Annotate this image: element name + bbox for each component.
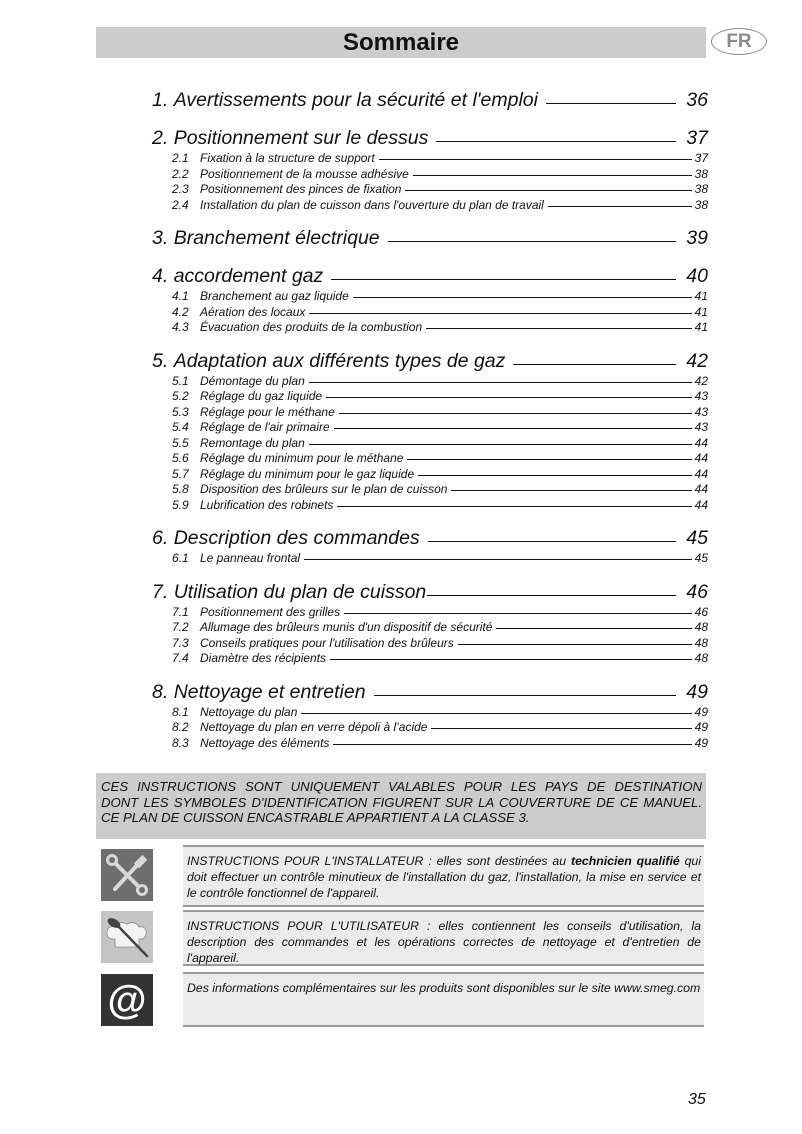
user-instructions: INSTRUCTIONS POUR L'UTILISATEUR : elles contiennent les conseils d'utilisation, la description des commandes et les opérations correctes de nettoyage et d'entretien de l'appareil. — [183, 910, 704, 966]
leader-line — [418, 475, 692, 476]
chapter-number: 1. — [152, 89, 174, 111]
toc-chapter-entry[interactable] — [152, 680, 708, 705]
section-title: Aération des locaux — [200, 304, 306, 319]
chapter-page: 39 — [686, 227, 708, 249]
section-title: Allumage des brûleurs munis d'un dispositif de sécurité — [200, 620, 493, 634]
toc-section-entry[interactable] — [152, 405, 708, 421]
section-title: Fixation à la structure de support — [200, 151, 375, 165]
section-number: 6.1 — [172, 551, 189, 565]
chapter-number: 7. — [152, 580, 174, 603]
chapter-page: 45 — [686, 527, 708, 549]
toc-section-entry[interactable] — [152, 736, 708, 752]
chef-spoon-icon — [101, 911, 153, 963]
section-page: 49 — [694, 735, 708, 750]
section-page: 37 — [694, 151, 708, 165]
chapter-page: 40 — [686, 265, 708, 287]
section-page: 42 — [694, 373, 708, 388]
notice-line: DONT LES SYMBOLES D'IDENTIFICATION FIGURENT SUR LA COUVERTURE DE CE MANUEL. — [101, 794, 702, 810]
toc-section-entry[interactable] — [152, 482, 708, 498]
leader-line — [496, 628, 692, 629]
chapter-page: 49 — [686, 680, 708, 703]
section-number: 7.4 — [172, 651, 189, 665]
page-title: Sommaire — [342, 29, 460, 56]
section-number: 7.3 — [172, 635, 189, 650]
section-page: 44 — [694, 435, 708, 450]
toc-section-entry[interactable] — [152, 720, 708, 736]
section-number: 5.9 — [172, 497, 189, 512]
toc-chapter — [152, 126, 708, 213]
notice-line: CE PLAN DE CUISSON ENCASTRABLE APPARTIENT A LA CLASSE 3. — [101, 810, 530, 825]
section-page: 45 — [694, 551, 708, 565]
toc-chapter-entry[interactable] — [152, 226, 708, 251]
chapter-title: Branchement électrique — [173, 227, 380, 249]
leader-line — [413, 175, 692, 176]
section-page: 46 — [694, 604, 708, 619]
section-title: Diamètre des récipients — [200, 651, 327, 665]
leader-line — [436, 141, 676, 142]
chapter-title: Adaptation aux différents types de gaz — [173, 349, 506, 372]
section-page: 43 — [694, 389, 708, 403]
toc-section-entry[interactable] — [152, 305, 708, 321]
leader-line — [427, 595, 676, 596]
table-of-contents — [152, 88, 708, 764]
section-title: Réglage pour le méthane — [200, 404, 335, 419]
chapter-page: 42 — [686, 349, 708, 372]
toc-section-entry[interactable] — [152, 167, 708, 183]
leader-line — [353, 297, 692, 298]
toc-section-entry[interactable] — [152, 551, 708, 567]
chapter-number: 2. — [152, 127, 174, 149]
section-title: Réglage du gaz liquide — [200, 389, 323, 403]
toc-section-entry[interactable] — [152, 374, 708, 390]
section-page: 41 — [694, 289, 708, 303]
leader-line — [431, 728, 692, 729]
toc-section-entry[interactable] — [152, 182, 708, 198]
section-number: 5.1 — [172, 373, 189, 388]
section-number: 5.7 — [172, 466, 189, 481]
leader-line — [405, 190, 692, 191]
leader-line — [339, 413, 692, 414]
chapter-page: 46 — [686, 580, 708, 603]
chapter-number: 4. — [152, 265, 174, 287]
leader-line — [428, 541, 676, 542]
leader-line — [513, 364, 676, 365]
toc-section-entry[interactable] — [152, 620, 708, 636]
section-title: Réglage du minimum pour le gaz liquide — [200, 466, 415, 481]
at-sign-icon — [101, 974, 153, 1026]
leader-line — [301, 713, 692, 714]
website-info: Des informations complémentaires sur les produits sont disponibles sur le site www.smeg.com — [183, 972, 704, 1027]
section-title: Positionnement de la mousse adhésive — [200, 166, 409, 181]
section-page: 44 — [694, 451, 708, 465]
chapter-number: 5. — [152, 349, 174, 372]
section-number: 4.1 — [172, 289, 189, 303]
section-number: 4.2 — [172, 304, 189, 319]
section-title: Démontage du plan — [200, 373, 305, 388]
toc-chapter-entry[interactable] — [152, 349, 708, 374]
section-page: 49 — [694, 704, 708, 719]
section-page: 44 — [694, 482, 708, 496]
section-title: Remontage du plan — [200, 435, 305, 450]
chapter-title: Description des commandes — [173, 527, 420, 549]
section-page: 44 — [694, 497, 708, 512]
leader-line — [548, 206, 692, 207]
leader-line — [334, 428, 692, 429]
section-number: 5.2 — [172, 389, 189, 403]
chapter-page: 36 — [686, 89, 708, 111]
leader-line — [309, 444, 692, 445]
section-number: 7.2 — [172, 620, 189, 634]
section-number: 5.3 — [172, 404, 189, 419]
section-title: Nettoyage du plan — [200, 704, 298, 719]
section-title: Le panneau frontal — [200, 551, 301, 565]
leader-line — [333, 744, 692, 745]
section-title: Réglage du minimum pour le méthane — [200, 451, 404, 465]
toc-chapter — [152, 264, 708, 336]
toc-section-entry[interactable] — [152, 705, 708, 721]
section-number: 8.2 — [172, 720, 189, 734]
section-page: 48 — [694, 635, 708, 650]
section-page: 44 — [694, 466, 708, 481]
section-number: 5.8 — [172, 482, 189, 496]
chapter-title: accordement gaz — [173, 265, 324, 287]
toc-chapter — [152, 526, 708, 567]
section-title: Conseils pratiques pour l'utilisation des brûleurs — [200, 635, 454, 650]
toc-chapter-entry[interactable] — [152, 580, 708, 605]
section-page: 49 — [694, 720, 708, 734]
section-number: 2.1 — [172, 151, 189, 165]
section-title: Nettoyage du plan en verre dépoli à l’acide — [200, 720, 428, 734]
chapter-page: 37 — [686, 127, 708, 149]
toc-chapter-entry[interactable] — [152, 264, 708, 289]
leader-line — [331, 279, 676, 280]
toc-section-entry[interactable] — [152, 320, 708, 336]
toc-chapter-entry[interactable] — [152, 526, 708, 551]
tools-icon — [101, 849, 153, 901]
section-number: 2.2 — [172, 166, 189, 181]
chapter-title: Nettoyage et entretien — [173, 680, 366, 703]
chapter-title: Utilisation du plan de cuisson — [173, 580, 427, 603]
toc-chapter — [152, 580, 708, 667]
section-title: Lubrification des robinets — [200, 497, 334, 512]
toc-chapter — [152, 88, 708, 113]
section-title: Évacuation des produits de la combustion — [200, 320, 423, 334]
chapter-number: 8. — [152, 680, 174, 703]
section-number: 8.3 — [172, 735, 189, 750]
toc-section-entry[interactable] — [152, 151, 708, 167]
section-page: 38 — [694, 166, 708, 181]
section-page: 43 — [694, 420, 708, 434]
section-page: 43 — [694, 404, 708, 419]
leader-line — [546, 103, 676, 104]
section-number: 5.4 — [172, 420, 189, 434]
leader-line — [458, 644, 692, 645]
section-page: 48 — [694, 620, 708, 634]
leader-line — [388, 241, 676, 242]
toc-chapter-entry[interactable] — [152, 88, 708, 113]
page-number: 35 — [688, 1091, 706, 1108]
section-number: 5.6 — [172, 451, 189, 465]
toc-chapter-entry[interactable] — [152, 126, 708, 151]
leader-line — [426, 328, 692, 329]
leader-line — [330, 659, 692, 660]
section-number: 2.3 — [172, 182, 189, 196]
toc-chapter — [152, 680, 708, 752]
chapter-title: Positionnement sur le dessus — [173, 127, 429, 149]
leader-line — [451, 490, 692, 491]
section-title: Positionnement des pinces de fixation — [200, 182, 402, 196]
chapter-number: 6. — [152, 527, 174, 549]
svg-text:@: @ — [107, 978, 147, 1022]
toc-section-entry[interactable] — [152, 436, 708, 452]
toc-chapter — [152, 349, 708, 514]
leader-line — [407, 459, 692, 460]
validity-notice — [96, 773, 706, 839]
section-page: 41 — [694, 304, 708, 319]
section-page: 41 — [694, 320, 708, 334]
toc-section-entry[interactable] — [152, 467, 708, 483]
toc-section-entry[interactable] — [152, 451, 708, 467]
leader-line — [326, 397, 692, 398]
section-number: 4.3 — [172, 320, 189, 334]
toc-section-entry[interactable] — [152, 651, 708, 667]
notice-line: CES INSTRUCTIONS SONT UNIQUEMENT VALABLES POUR LES PAYS DE DESTINATION — [101, 779, 702, 794]
chapter-number: 3. — [152, 227, 174, 249]
leader-line — [309, 313, 692, 314]
section-number: 7.1 — [172, 604, 189, 619]
section-page: 48 — [694, 651, 708, 665]
toc-section-entry[interactable] — [152, 420, 708, 436]
section-title: Branchement au gaz liquide — [200, 289, 349, 303]
section-page: 38 — [694, 197, 708, 212]
section-title: Disposition des brûleurs sur le plan de cuisson — [200, 482, 448, 496]
toc-chapter — [152, 226, 708, 251]
leader-line — [374, 695, 676, 696]
section-number: 5.5 — [172, 435, 189, 450]
title-bar — [96, 27, 706, 58]
bold-term: technicien qualifié — [570, 854, 680, 868]
toc-section-entry[interactable] — [152, 198, 708, 214]
leader-line — [344, 613, 692, 614]
toc-section-entry[interactable] — [152, 498, 708, 514]
leader-line — [304, 559, 692, 560]
language-badge: FR — [711, 28, 767, 55]
toc-section-entry[interactable] — [152, 389, 708, 405]
installer-instructions: INSTRUCTIONS POUR L'INSTALLATEUR : elles sont destinées au technicien qualifié qui doit effectuer un contrôle minutieux de l'installation du gaz, l'installation, la mise en service et le contrôle fonctionnel de l'appareil. — [183, 845, 704, 907]
leader-line — [379, 159, 692, 160]
leader-line — [337, 506, 692, 507]
toc-section-entry[interactable] — [152, 636, 708, 652]
leader-line — [309, 382, 692, 383]
section-title: Installation du plan de cuisson dans l'ouverture du plan de travail — [200, 197, 544, 212]
section-title: Positionnement des grilles — [200, 604, 341, 619]
section-title: Nettoyage des éléments — [200, 735, 330, 750]
section-number: 2.4 — [172, 197, 189, 212]
section-page: 38 — [694, 182, 708, 196]
chapter-title: Avertissements pour la sécurité et l'emploi — [173, 89, 538, 111]
toc-section-entry[interactable] — [152, 289, 708, 305]
section-number: 8.1 — [172, 704, 189, 719]
toc-section-entry[interactable] — [152, 605, 708, 621]
section-title: Réglage de l'air primaire — [200, 420, 330, 434]
